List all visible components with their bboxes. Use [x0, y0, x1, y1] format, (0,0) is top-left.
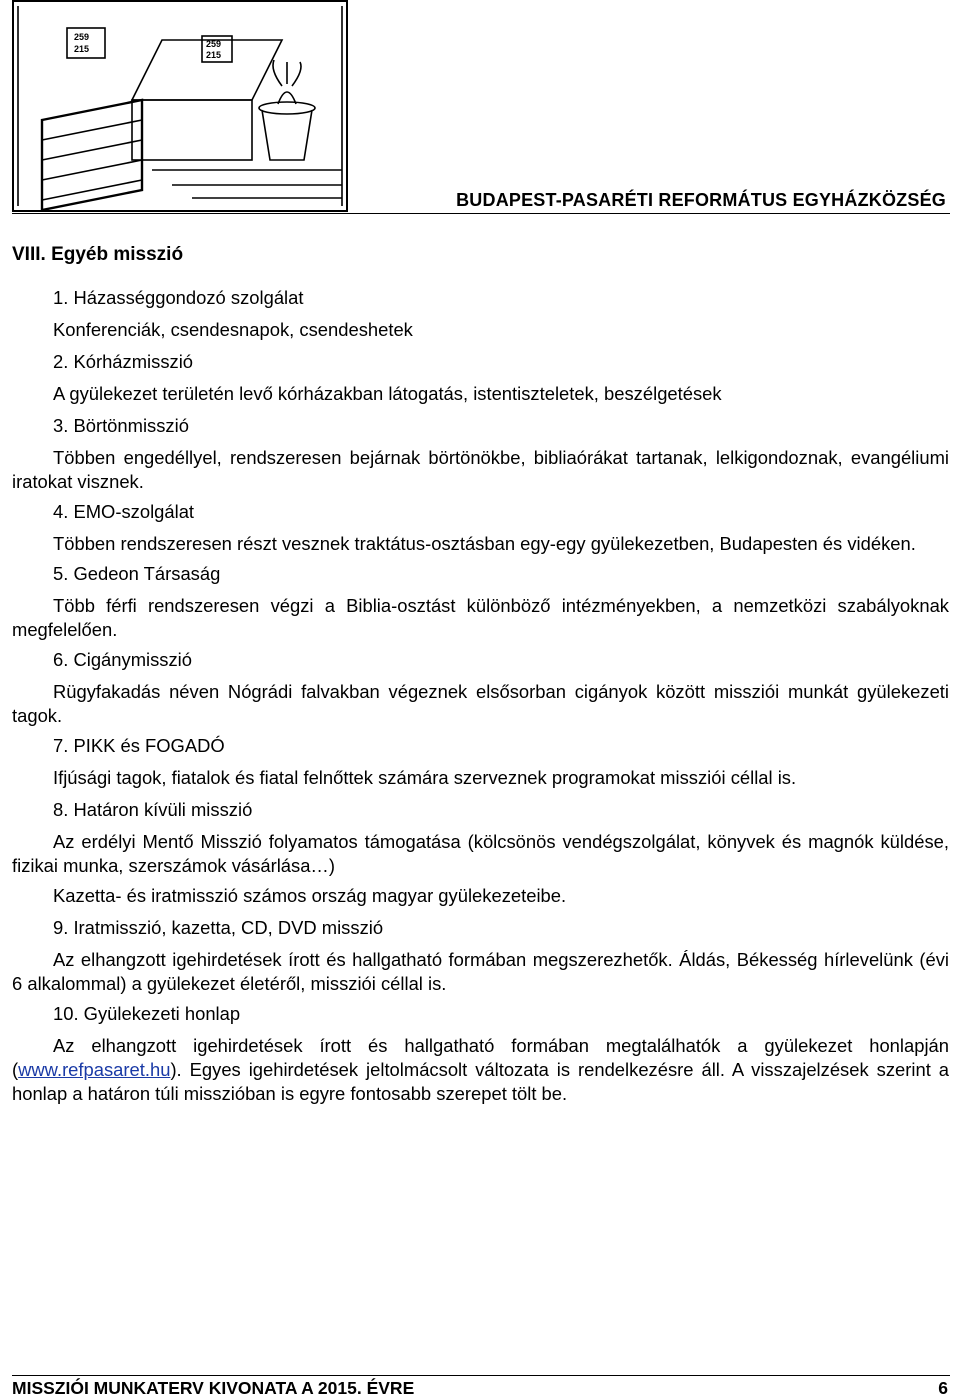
- item-title: 10. Gyülekezeti honlap: [53, 1003, 241, 1024]
- item-paragraph: [12, 1034, 949, 1106]
- organization-name: BUDAPEST-PASARÉTI REFORMÁTUS EGYHÁZKÖZSÉG: [456, 190, 946, 210]
- website-link[interactable]: www.refpasaret.hu: [18, 1059, 171, 1080]
- item-text: A gyülekezet területén levő kórházakban látogatás, istentiszteletek, beszélgetések: [53, 383, 722, 404]
- item-text: Konferenciák, csendesnapok, csendeshetek: [53, 319, 413, 340]
- tablet-number: 259: [206, 39, 222, 49]
- paragraph-text: ). Egyes igehirdetések jeltolmácsolt változata is rendelkezésre áll. A visszajelzések szerint a honlap a határon túli misszióban is egyre fontosabb szerepet tölt be.: [12, 1059, 949, 1104]
- item-title: 4. EMO-szolgálat: [53, 501, 195, 522]
- tablet-number: 215: [74, 44, 90, 54]
- item-title: 8. Határon kívüli misszió: [53, 799, 253, 820]
- page-number: 6: [938, 1378, 948, 1398]
- item-title: 6. Cigánymisszió: [53, 649, 192, 670]
- item-paragraph: Többen engedéllyel, rendszeresen bejárnak börtönökbe, bibliaórákat tartanak, lelkigondoznak, evangéliumi iratokat visznek.: [12, 447, 949, 492]
- item-paragraph: Többen rendszeresen részt vesznek traktátus-osztásban egy-egy gyülekezetben, Budapesten és vidéken.: [53, 533, 916, 554]
- paragraph-text: Az elhangzott igehirdetések írott és hallgatható formában megtalálhatók a gyülekezet honlapján (: [12, 1035, 949, 1080]
- item-paragraph: Rügyfakadás néven Nógrádi falvakban végeznek elsősorban cigányok között missziói munkát gyülekezeti tagok.: [12, 681, 949, 726]
- item-title: 7. PIKK és FOGADÓ: [53, 735, 225, 756]
- item-title: 5. Gedeon Társaság: [53, 563, 221, 584]
- tablet-number: 215: [206, 50, 222, 60]
- item-title: 3. Börtönmisszió: [53, 415, 189, 436]
- church-interior-illustration: [12, 0, 348, 212]
- item-title: 1. Házasséggondozó szolgálat: [53, 287, 304, 308]
- item-text: Ifjúsági tagok, fiatalok és fiatal felnőttek számára szerveznek programokat missziói céllal is.: [53, 767, 797, 788]
- footer-title: MISSZIÓI MUNKATERV KIVONATA A 2015. ÉVRE: [12, 1378, 415, 1398]
- tablet-number: 259: [74, 32, 90, 42]
- item-title: 2. Kórházmisszió: [53, 351, 194, 372]
- header-divider: [12, 213, 950, 214]
- item-title: 9. Iratmisszió, kazetta, CD, DVD misszió: [53, 917, 384, 938]
- footer-divider: [12, 1375, 950, 1376]
- item-paragraph: Több férfi rendszeresen végzi a Biblia-osztást különböző intézményekben, a nemzetközi szabályoknak megfelelően.: [12, 595, 949, 640]
- item-text: Kazetta- és iratmisszió számos ország magyar gyülekezeteibe.: [53, 885, 567, 906]
- item-paragraph: Az erdélyi Mentő Misszió folyamatos támogatása (kölcsönös vendégszolgálat, könyvek és magnók küldése, fizikai munka, szerszámok vásárlása…): [12, 831, 949, 876]
- item-paragraph: Az elhangzott igehirdetések írott és hallgatható formában megszerezhetők. Áldás, Békesség hírlevelünk (évi 6 alkalommal) a gyülekezet életéről, missziói céllal is.: [12, 949, 949, 994]
- section-title: VIII. Egyéb misszió: [12, 244, 184, 265]
- mission-list: [12, 286, 949, 1112]
